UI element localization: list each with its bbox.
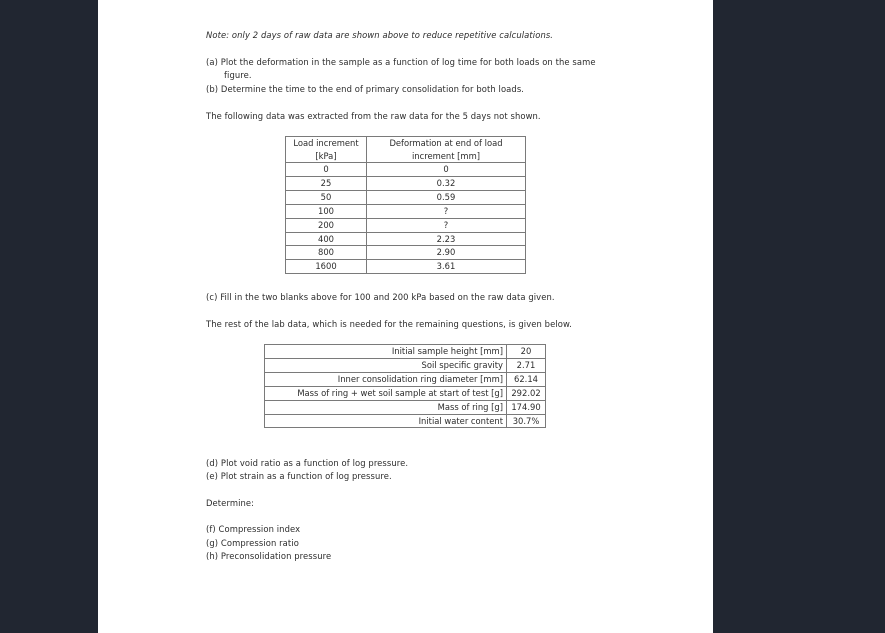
table-row bbox=[265, 414, 546, 428]
question-h: (h) Preconsolidation pressure bbox=[206, 551, 332, 561]
question-e: (e) Plot strain as a function of log pressure. bbox=[206, 471, 392, 481]
load-cell: 400 bbox=[286, 232, 367, 246]
property-label: Initial sample height [mm] bbox=[265, 345, 507, 359]
property-label: Inner consolidation ring diameter [mm] bbox=[265, 372, 507, 386]
property-label: Mass of ring + wet soil sample at start of test [g] bbox=[265, 386, 507, 400]
table-header-row bbox=[286, 137, 526, 163]
header-deformation bbox=[367, 137, 526, 163]
table-row bbox=[286, 163, 526, 177]
property-label: Soil specific gravity bbox=[265, 358, 507, 372]
table-row bbox=[286, 204, 526, 218]
load-cell: 800 bbox=[286, 246, 367, 260]
table-row bbox=[286, 260, 526, 274]
property-value: 30.7% bbox=[507, 414, 546, 428]
header-load-line1: Load increment bbox=[293, 138, 359, 148]
property-value: 292.02 bbox=[507, 386, 546, 400]
question-a-line1: (a) Plot the deformation in the sample as a function of log time for both loads on the same bbox=[206, 57, 596, 67]
deformation-cell: ? bbox=[367, 204, 526, 218]
load-cell: 1600 bbox=[286, 260, 367, 274]
determine-heading: Determine: bbox=[206, 498, 255, 508]
table-row bbox=[286, 232, 526, 246]
load-deformation-table bbox=[285, 136, 526, 274]
question-d: (d) Plot void ratio as a function of log pressure. bbox=[206, 458, 409, 468]
lab-data-table bbox=[264, 344, 546, 428]
table-row bbox=[265, 345, 546, 359]
deformation-cell: 2.23 bbox=[367, 232, 526, 246]
property-label: Initial water content bbox=[265, 414, 507, 428]
property-label: Mass of ring [g] bbox=[265, 400, 507, 414]
property-value: 174.90 bbox=[507, 400, 546, 414]
deformation-cell: ? bbox=[367, 218, 526, 232]
header-load-line2: [kPa] bbox=[315, 150, 337, 161]
load-cell: 25 bbox=[286, 176, 367, 190]
table-row bbox=[265, 386, 546, 400]
property-value: 2.71 bbox=[507, 358, 546, 372]
property-value: 62.14 bbox=[507, 372, 546, 386]
table-row bbox=[286, 176, 526, 190]
load-cell: 200 bbox=[286, 218, 367, 232]
header-def-line2: increment [mm] bbox=[411, 150, 481, 161]
deformation-cell: 0.59 bbox=[367, 190, 526, 204]
load-cell: 0 bbox=[286, 163, 367, 177]
question-b: (b) Determine the time to the end of primary consolidation for both loads. bbox=[206, 84, 525, 94]
note-text: Note: only 2 days of raw data are shown above to reduce repetitive calculations. bbox=[206, 30, 554, 40]
table-row bbox=[265, 358, 546, 372]
load-cell: 50 bbox=[286, 190, 367, 204]
table-row bbox=[265, 400, 546, 414]
load-cell: 100 bbox=[286, 204, 367, 218]
question-a-line2: figure. bbox=[224, 70, 252, 80]
rest-intro: The rest of the lab data, which is needed for the remaining questions, is given below. bbox=[206, 319, 572, 329]
question-c: (c) Fill in the two blanks above for 100 and 200 kPa based on the raw data given. bbox=[206, 292, 555, 302]
table-row bbox=[286, 190, 526, 204]
table-row bbox=[265, 372, 546, 386]
header-load bbox=[286, 137, 367, 163]
deformation-cell: 3.61 bbox=[367, 260, 526, 274]
extracted-intro: The following data was extracted from the raw data for the 5 days not shown. bbox=[206, 111, 541, 121]
question-g: (g) Compression ratio bbox=[206, 538, 299, 548]
deformation-cell: 0.32 bbox=[367, 176, 526, 190]
deformation-cell: 0 bbox=[367, 163, 526, 177]
table-row bbox=[286, 246, 526, 260]
table-row bbox=[286, 218, 526, 232]
document-page bbox=[98, 0, 713, 633]
question-f: (f) Compression index bbox=[206, 524, 301, 534]
deformation-cell: 2.90 bbox=[367, 246, 526, 260]
property-value: 20 bbox=[507, 345, 546, 359]
header-def-line1: Deformation at end of load bbox=[389, 138, 503, 148]
